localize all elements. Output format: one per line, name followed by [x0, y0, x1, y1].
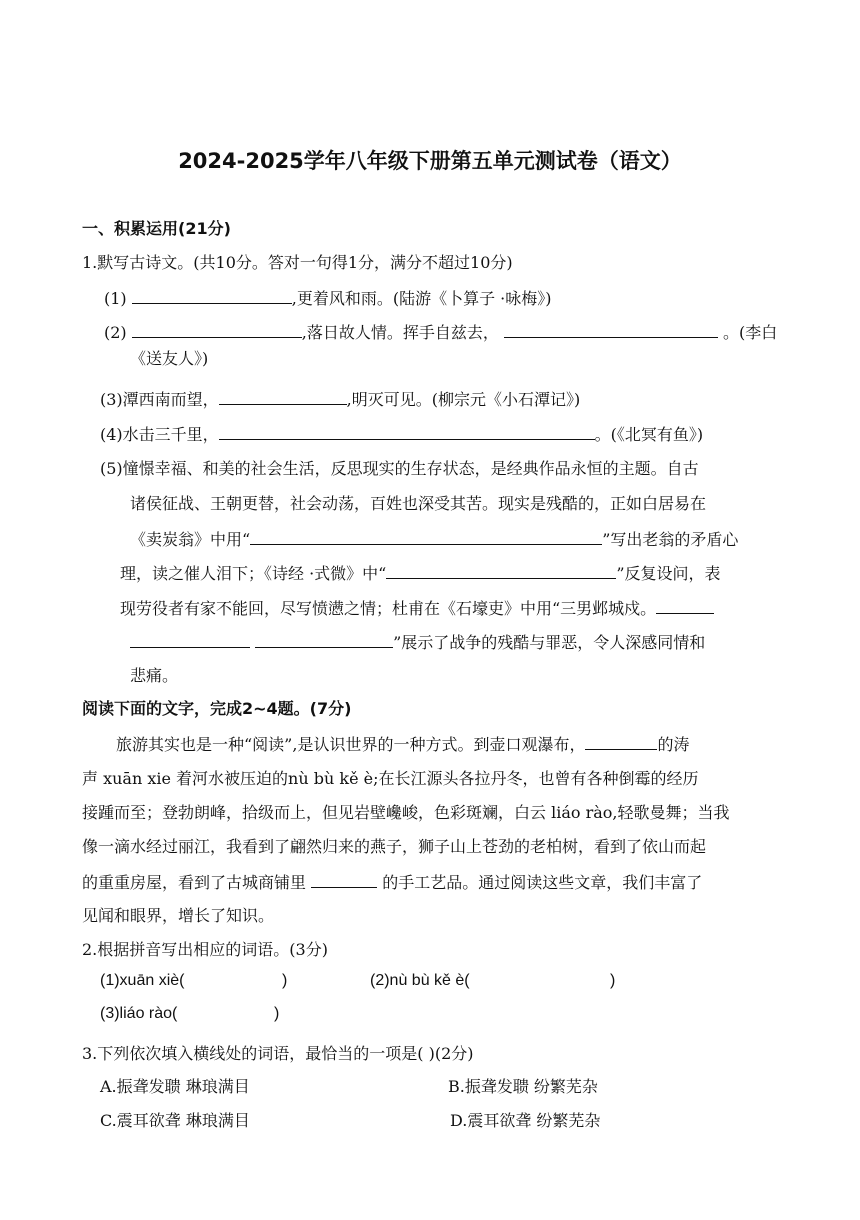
reading-line-5-post: 的手工艺品。通过阅读这些文章，我们丰富了 — [382, 873, 703, 892]
q1-line-4-pre: (4)水击三千里， — [100, 425, 219, 444]
q1-line-5d-post: ”反复设问，表 — [616, 564, 721, 583]
q1-line-5e — [120, 597, 714, 620]
answer-blank[interactable] — [219, 388, 347, 405]
q1-line-3-post: ,明灭可见。(柳宗元《小石潭记》) — [346, 390, 581, 409]
q1-line-1-text: ,更着风和雨。(陆游《卜算子 ·咏梅》) — [291, 289, 552, 308]
q1-line-3 — [100, 388, 580, 411]
q2-item-3-close: ) — [274, 1005, 280, 1022]
page-title: 2024-2025学年八年级下册第五单元测试卷（语文） — [178, 149, 682, 173]
answer-blank[interactable] — [130, 631, 250, 648]
q1-line-5c-pre: 《卖炭翁》中用“ — [130, 530, 251, 549]
q2-item-1-close: ) — [282, 972, 288, 989]
q1-line-5f-post: ”展示了战争的残酷与罪恶，令人深感同情和 — [393, 633, 706, 652]
q1-line-2-num: (2) — [104, 323, 127, 342]
reading-line-5-pre: 的重重房屋，看到了古城商铺里 — [82, 873, 307, 892]
answer-blank[interactable] — [386, 562, 616, 579]
q1-line-2-cont: 《送友人》) — [130, 349, 209, 368]
q1-line-3-pre: (3)潭西南而望， — [100, 390, 219, 409]
q1-line-2-end: 。(李白 — [723, 323, 778, 342]
q3-heading: 3.下列依次填入横线处的词语，最恰当的一项是( )(2分) — [82, 1044, 474, 1063]
q1-line-5f — [130, 631, 705, 654]
answer-blank[interactable] — [219, 423, 595, 440]
q1-line-2 — [104, 321, 777, 344]
q2-item-2-close: ) — [610, 972, 616, 989]
reading-line-6: 见闻和眼界，增长了知识。 — [82, 906, 275, 925]
q2-item-2: (2)nù bù kě è( — [370, 972, 470, 989]
reading-line-3: 接踵而至；登勃朗峰，拾级而上，但见岩壁巉峻，色彩斑斓，白云 liáo rào,轻歌曼舞；当我 — [82, 803, 730, 822]
q1-line-5d-pre: 理，读之催人泪下；《诗经 ·式微》中“ — [120, 564, 387, 583]
q1-line-2-mid: ,落日故人情。挥手自兹去， — [301, 323, 499, 342]
answer-blank[interactable] — [250, 528, 602, 545]
q3-option-a[interactable]: A.振聋发聩 琳琅满目 — [100, 1077, 250, 1096]
answer-blank[interactable] — [311, 871, 377, 888]
reading-line-1-text: 旅游其实也是一种“阅读”,是认识世界的一种方式。到壶口观瀑布， — [116, 735, 586, 754]
q2-heading: 2.根据拼音写出相应的词语。(3分) — [82, 940, 328, 959]
q1-line-5g: 悲痛。 — [130, 666, 179, 685]
answer-blank[interactable] — [132, 287, 292, 304]
q1-line-5c-post: ”写出老翁的矛盾心 — [602, 530, 739, 549]
reading-heading: 阅读下面的文字，完成2~4题。(7分) — [82, 699, 352, 718]
q1-line-5a: (5)憧憬幸福、和美的社会生活，反思现实的生存状态，是经典作品永恒的主题。自古 — [100, 459, 699, 478]
reading-line-1 — [116, 733, 689, 756]
q1-heading: 1.默写古诗文。(共10分。答对一句得1分，满分不超过10分) — [82, 253, 513, 272]
q3-option-b[interactable]: B.振聋发聩 纷繁芜杂 — [448, 1077, 598, 1096]
q3-option-c[interactable]: C.震耳欲聋 琳琅满目 — [100, 1111, 250, 1130]
q1-line-5e-text: 现劳役者有家不能回，尽写愤懑之情；杜甫在《石壕吏》中用“三男邺城戍。 — [120, 599, 657, 618]
q1-line-1-num: (1) — [104, 289, 127, 308]
reading-line-2: 声 xuān xie 着河水被压迫的nù bù kě è;在长江源头各拉丹冬，也曾有各种倒霉的经历 — [82, 769, 699, 788]
q3-option-d[interactable]: D.震耳欲聋 纷繁芜杂 — [450, 1111, 601, 1130]
answer-blank[interactable] — [504, 321, 718, 338]
q2-item-1: (1)xuān xiè( — [100, 972, 185, 989]
q1-line-4 — [100, 423, 703, 446]
q2-item-3: (3)liáo rào( — [100, 1005, 178, 1022]
answer-blank[interactable] — [656, 597, 714, 614]
reading-line-5 — [82, 871, 702, 894]
section-heading-1: 一、积累运用(21分) — [82, 219, 231, 238]
q1-line-4-post: 。(《北冥有鱼》) — [594, 425, 704, 444]
q1-line-5b: 诸侯征战、王朝更替，社会动荡，百姓也深受其苦。现实是残酷的，正如白居易在 — [130, 494, 707, 513]
reading-line-1-end: 的涛 — [657, 735, 690, 754]
answer-blank[interactable] — [255, 631, 393, 648]
q1-line-5d — [120, 562, 721, 585]
q1-line-1 — [104, 287, 552, 310]
reading-line-4: 像一滴水经过丽江，我看到了翩然归来的燕子，狮子山上苍劲的老柏树，看到了依山而起 — [82, 837, 707, 856]
q1-line-5c — [130, 528, 738, 551]
answer-blank[interactable] — [132, 321, 302, 338]
answer-blank[interactable] — [585, 733, 657, 750]
